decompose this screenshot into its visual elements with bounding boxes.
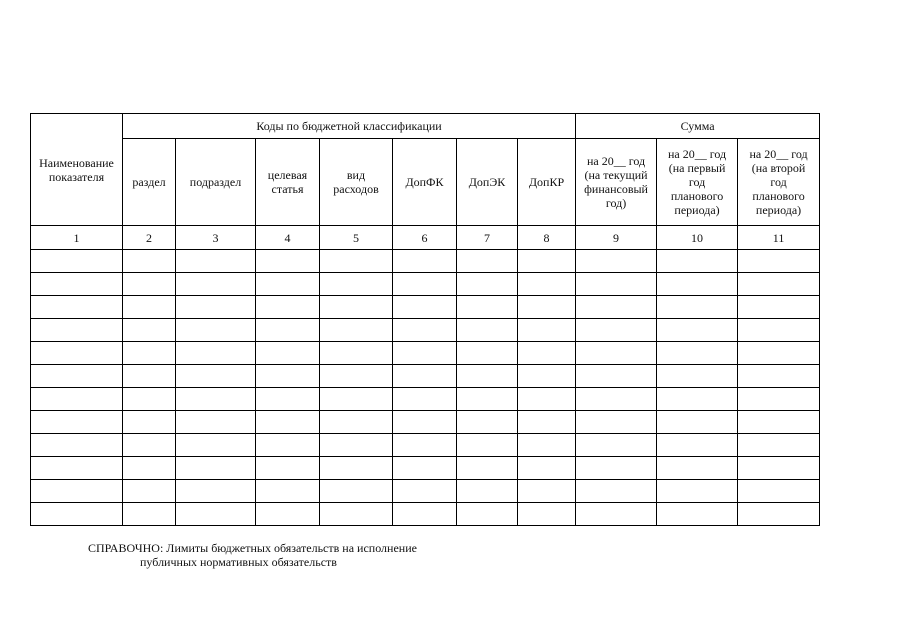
- table-cell[interactable]: [123, 250, 176, 273]
- table-cell[interactable]: [576, 296, 657, 319]
- table-cell[interactable]: [393, 342, 457, 365]
- table-cell[interactable]: [657, 388, 738, 411]
- table-cell[interactable]: [123, 273, 176, 296]
- table-cell[interactable]: [123, 296, 176, 319]
- table-cell[interactable]: [256, 273, 320, 296]
- footnote-line-1: СПРАВОЧНО: Лимиты бюджетных обязательств на исполнение: [88, 541, 417, 555]
- table-cell[interactable]: [176, 434, 256, 457]
- table-cell[interactable]: [738, 319, 820, 342]
- table-cell[interactable]: [576, 250, 657, 273]
- table-cell[interactable]: [123, 411, 176, 434]
- table-cell[interactable]: [738, 503, 820, 526]
- table-cell[interactable]: [576, 503, 657, 526]
- table-cell[interactable]: [393, 388, 457, 411]
- table-cell[interactable]: [657, 457, 738, 480]
- table-cell[interactable]: [518, 503, 576, 526]
- table-cell[interactable]: [176, 319, 256, 342]
- table-cell[interactable]: [176, 273, 256, 296]
- table-cell[interactable]: [31, 273, 123, 296]
- table-cell[interactable]: [738, 434, 820, 457]
- table-cell[interactable]: [518, 365, 576, 388]
- header-target-article: целевая статья: [256, 139, 320, 226]
- table-cell[interactable]: [738, 250, 820, 273]
- header-plan-year-1: на 20__ год (на первый год планового периода): [657, 139, 738, 226]
- table-cell[interactable]: [31, 388, 123, 411]
- table-cell[interactable]: [457, 319, 518, 342]
- table-row: [31, 388, 820, 411]
- table-cell[interactable]: [738, 296, 820, 319]
- table-cell[interactable]: [657, 411, 738, 434]
- table-cell[interactable]: [31, 342, 123, 365]
- table-cell[interactable]: [320, 365, 393, 388]
- budget-table: [30, 113, 820, 526]
- table-cell[interactable]: [393, 480, 457, 503]
- table-cell[interactable]: [123, 342, 176, 365]
- table-cell[interactable]: [518, 480, 576, 503]
- table-cell[interactable]: [176, 365, 256, 388]
- table-cell[interactable]: [657, 296, 738, 319]
- table-cell[interactable]: [738, 388, 820, 411]
- table-cell[interactable]: [320, 480, 393, 503]
- table-cell[interactable]: [518, 342, 576, 365]
- table-cell[interactable]: [176, 250, 256, 273]
- table-cell[interactable]: [393, 411, 457, 434]
- column-number: 6: [393, 226, 457, 250]
- table-cell[interactable]: [393, 503, 457, 526]
- header-sum: Сумма: [576, 114, 820, 139]
- table-cell[interactable]: [738, 480, 820, 503]
- table-cell[interactable]: [657, 319, 738, 342]
- column-number: 10: [657, 226, 738, 250]
- table-cell[interactable]: [256, 434, 320, 457]
- table-cell[interactable]: [176, 411, 256, 434]
- header-current-year: на 20__ год (на текущий финансовый год): [576, 139, 657, 226]
- table-cell[interactable]: [393, 319, 457, 342]
- table-row: [31, 434, 820, 457]
- table-cell[interactable]: [256, 250, 320, 273]
- table-cell[interactable]: [256, 296, 320, 319]
- table-cell[interactable]: [576, 388, 657, 411]
- table-cell[interactable]: [738, 273, 820, 296]
- table-cell[interactable]: [256, 388, 320, 411]
- table-cell[interactable]: [320, 388, 393, 411]
- table-cell[interactable]: [123, 319, 176, 342]
- table-cell[interactable]: [393, 273, 457, 296]
- table-cell[interactable]: [576, 457, 657, 480]
- table-cell[interactable]: [320, 296, 393, 319]
- table-cell[interactable]: [393, 365, 457, 388]
- header-budget-codes: Коды по бюджетной классификации: [123, 114, 576, 139]
- table-cell[interactable]: [256, 411, 320, 434]
- table-cell[interactable]: [256, 365, 320, 388]
- table-cell[interactable]: [457, 480, 518, 503]
- table-cell[interactable]: [176, 503, 256, 526]
- table-cell[interactable]: [393, 250, 457, 273]
- column-number: 4: [256, 226, 320, 250]
- table-row: [31, 503, 820, 526]
- table-cell[interactable]: [123, 503, 176, 526]
- table-cell[interactable]: [738, 342, 820, 365]
- table-cell[interactable]: [123, 457, 176, 480]
- table-cell[interactable]: [256, 457, 320, 480]
- table-cell[interactable]: [123, 480, 176, 503]
- table-cell[interactable]: [320, 457, 393, 480]
- table-cell[interactable]: [176, 342, 256, 365]
- table-cell[interactable]: [320, 250, 393, 273]
- column-number: 1: [31, 226, 123, 250]
- table-row: [31, 480, 820, 503]
- table-cell[interactable]: [320, 273, 393, 296]
- table-cell[interactable]: [576, 365, 657, 388]
- column-number-row: [31, 226, 820, 250]
- table-cell[interactable]: [657, 434, 738, 457]
- table-cell[interactable]: [393, 434, 457, 457]
- table-row: [31, 457, 820, 480]
- table-cell[interactable]: [657, 365, 738, 388]
- table-cell[interactable]: [176, 388, 256, 411]
- table-cell[interactable]: [176, 296, 256, 319]
- table-cell[interactable]: [457, 434, 518, 457]
- table-cell[interactable]: [576, 319, 657, 342]
- table-cell[interactable]: [320, 411, 393, 434]
- header-expense-type: вид расходов: [320, 139, 393, 226]
- table-cell[interactable]: [457, 388, 518, 411]
- table-cell[interactable]: [256, 319, 320, 342]
- table-cell[interactable]: [31, 434, 123, 457]
- table-cell[interactable]: [457, 273, 518, 296]
- table-cell[interactable]: [123, 388, 176, 411]
- table-cell[interactable]: [738, 411, 820, 434]
- header-dopkr: ДопКР: [518, 139, 576, 226]
- column-number: 7: [457, 226, 518, 250]
- table-row: [31, 342, 820, 365]
- table-cell[interactable]: [518, 250, 576, 273]
- table-cell[interactable]: [393, 296, 457, 319]
- table-cell[interactable]: [657, 273, 738, 296]
- table-cell[interactable]: [576, 434, 657, 457]
- table-cell[interactable]: [518, 296, 576, 319]
- table-cell[interactable]: [176, 457, 256, 480]
- table-cell[interactable]: [457, 250, 518, 273]
- table-cell[interactable]: [256, 480, 320, 503]
- footnote-line-2: публичных нормативных обязательств: [140, 555, 337, 569]
- table-cell[interactable]: [320, 503, 393, 526]
- table-cell[interactable]: [31, 296, 123, 319]
- table-cell[interactable]: [518, 319, 576, 342]
- table-cell[interactable]: [393, 457, 457, 480]
- table-cell[interactable]: [657, 480, 738, 503]
- table-cell[interactable]: [518, 273, 576, 296]
- table-cell[interactable]: [320, 319, 393, 342]
- table-cell[interactable]: [657, 342, 738, 365]
- table-cell[interactable]: [457, 411, 518, 434]
- table-cell[interactable]: [457, 457, 518, 480]
- table-row: [31, 296, 820, 319]
- table-cell[interactable]: [657, 503, 738, 526]
- table-row: [31, 411, 820, 434]
- column-number: 2: [123, 226, 176, 250]
- table-cell[interactable]: [176, 480, 256, 503]
- footnote: [88, 541, 417, 569]
- table-cell[interactable]: [576, 480, 657, 503]
- header-dopfk: ДопФК: [393, 139, 457, 226]
- table-cell[interactable]: [518, 434, 576, 457]
- table-cell[interactable]: [576, 342, 657, 365]
- column-number: 11: [738, 226, 820, 250]
- table-cell[interactable]: [123, 365, 176, 388]
- table-cell[interactable]: [576, 411, 657, 434]
- table-cell[interactable]: [657, 250, 738, 273]
- table-cell[interactable]: [31, 250, 123, 273]
- header-podrazdel: подраздел: [176, 139, 256, 226]
- table-row: [31, 365, 820, 388]
- table-cell[interactable]: [457, 503, 518, 526]
- table-row: [31, 319, 820, 342]
- header-dopek: ДопЭК: [457, 139, 518, 226]
- table-body: [31, 250, 820, 526]
- header-razdel: раздел: [123, 139, 176, 226]
- table-cell[interactable]: [457, 342, 518, 365]
- column-number: 9: [576, 226, 657, 250]
- table-cell[interactable]: [123, 434, 176, 457]
- table-row: [31, 273, 820, 296]
- table-cell[interactable]: [31, 411, 123, 434]
- table-cell[interactable]: [31, 319, 123, 342]
- table-cell[interactable]: [576, 273, 657, 296]
- table-cell[interactable]: [31, 457, 123, 480]
- table-cell[interactable]: [256, 503, 320, 526]
- table-row: [31, 250, 820, 273]
- table-cell[interactable]: [738, 365, 820, 388]
- table-cell[interactable]: [738, 457, 820, 480]
- table-cell[interactable]: [31, 480, 123, 503]
- table-cell[interactable]: [256, 342, 320, 365]
- header-plan-year-2: на 20__ год (на второй год планового периода): [738, 139, 820, 226]
- table-cell[interactable]: [31, 365, 123, 388]
- table-cell[interactable]: [457, 365, 518, 388]
- table-cell[interactable]: [518, 457, 576, 480]
- table-cell[interactable]: [320, 434, 393, 457]
- table-cell[interactable]: [518, 388, 576, 411]
- column-number: 3: [176, 226, 256, 250]
- header-indicator-name: Наименование показателя: [31, 114, 123, 226]
- column-number: 5: [320, 226, 393, 250]
- table-cell[interactable]: [31, 503, 123, 526]
- table-cell[interactable]: [457, 296, 518, 319]
- table-cell[interactable]: [320, 342, 393, 365]
- table-cell[interactable]: [518, 411, 576, 434]
- column-number: 8: [518, 226, 576, 250]
